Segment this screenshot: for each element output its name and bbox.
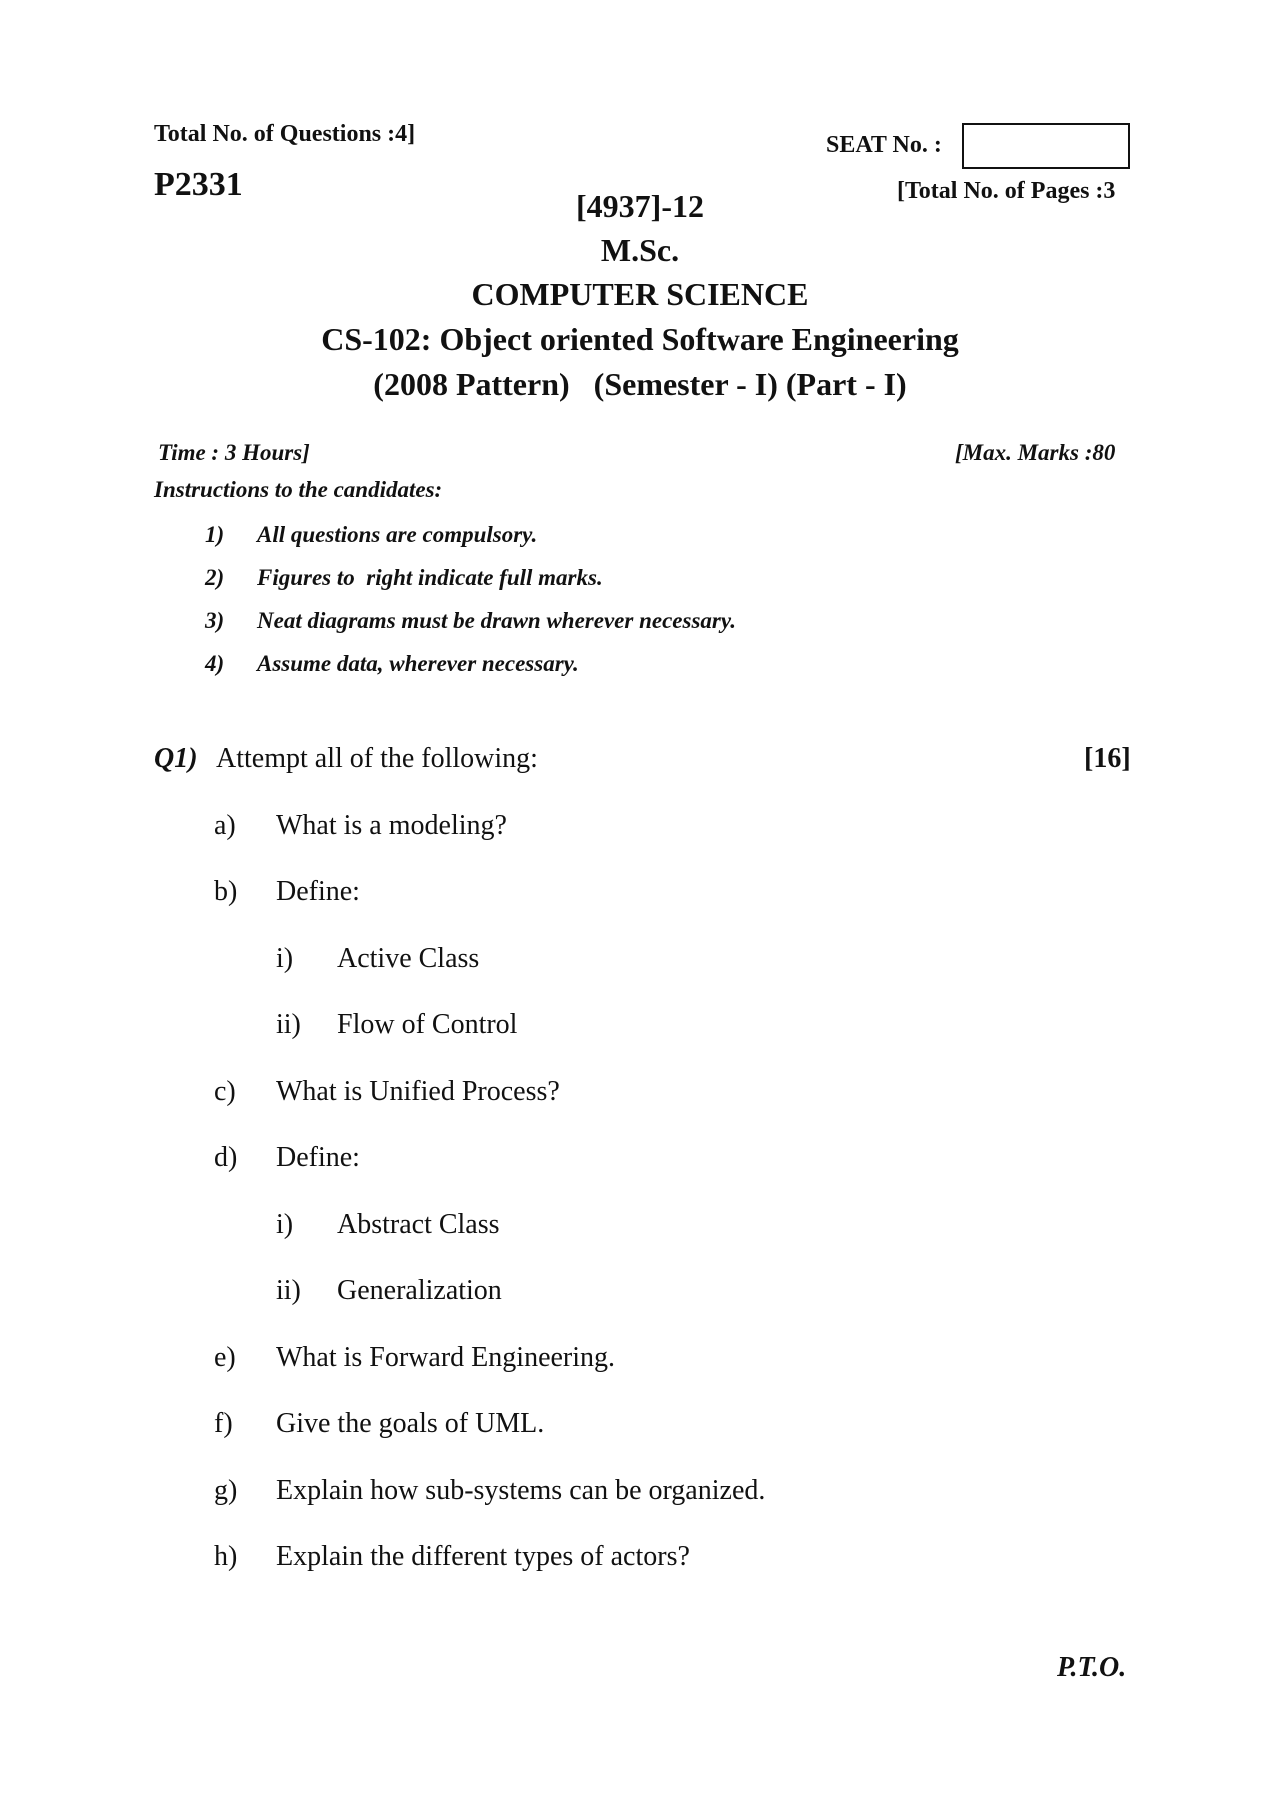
please-turn-over: P.T.O.	[1057, 1652, 1127, 1683]
item-label: f)	[214, 1408, 233, 1439]
instruction-text: Neat diagrams must be drawn wherever necessary.	[257, 608, 736, 633]
instructions-heading: Instructions to the candidates:	[154, 477, 443, 502]
instruction-text: Figures to right indicate full marks.	[257, 565, 603, 590]
seat-label: SEAT No. :	[826, 132, 942, 158]
item-text: Define:	[276, 1142, 360, 1173]
subject: COMPUTER SCIENCE	[471, 276, 809, 312]
subitem-text: Generalization	[337, 1275, 502, 1306]
item-text: Explain how sub-systems can be organized.	[276, 1475, 766, 1506]
paper-code: P2331	[154, 166, 243, 203]
item-label: c)	[214, 1076, 236, 1107]
instruction-text: All questions are compulsory.	[257, 522, 538, 547]
pattern-semester: (2008 Pattern) (Semester - I) (Part - I)	[373, 366, 907, 402]
question-marks: [16]	[1084, 743, 1131, 774]
seat-number-box	[962, 123, 1130, 169]
subitem-label: ii)	[276, 1275, 301, 1306]
item-text: What is Unified Process?	[276, 1076, 560, 1107]
subitem-label: i)	[276, 1209, 294, 1240]
exam-code: [4937]-12	[576, 188, 704, 224]
subitem-text: Abstract Class	[337, 1209, 500, 1240]
instruction-number: 3)	[205, 608, 225, 633]
item-text: Define:	[276, 876, 360, 907]
item-text: Explain the different types of actors?	[276, 1541, 690, 1572]
item-label: a)	[214, 810, 236, 841]
total-questions: Total No. of Questions :4]	[154, 121, 416, 147]
item-label: b)	[214, 876, 238, 907]
max-marks: [Max. Marks :80	[955, 440, 1116, 465]
time-label: Time : 3 Hours]	[158, 440, 310, 465]
subitem-label: ii)	[276, 1009, 301, 1040]
subitem-text: Flow of Control	[337, 1009, 518, 1040]
subitem-text: Active Class	[337, 943, 480, 974]
question-number: Q1)	[154, 743, 198, 774]
item-label: g)	[214, 1475, 238, 1506]
item-label: h)	[214, 1541, 238, 1572]
instruction-number: 4)	[205, 651, 225, 676]
question-text: Attempt all of the following:	[216, 743, 538, 774]
item-text: What is Forward Engineering.	[276, 1342, 616, 1373]
instruction-number: 1)	[205, 522, 225, 547]
item-text: Give the goals of UML.	[276, 1408, 545, 1439]
item-text: What is a modeling?	[276, 810, 507, 841]
course-title: CS-102: Object oriented Software Engineering	[321, 321, 959, 357]
instruction-text: Assume data, wherever necessary.	[257, 651, 579, 676]
instruction-number: 2)	[205, 565, 225, 590]
item-label: e)	[214, 1342, 236, 1373]
item-label: d)	[214, 1142, 238, 1173]
subitem-label: i)	[276, 943, 294, 974]
total-pages: [Total No. of Pages :3	[897, 178, 1116, 204]
degree: M.Sc.	[600, 232, 680, 268]
